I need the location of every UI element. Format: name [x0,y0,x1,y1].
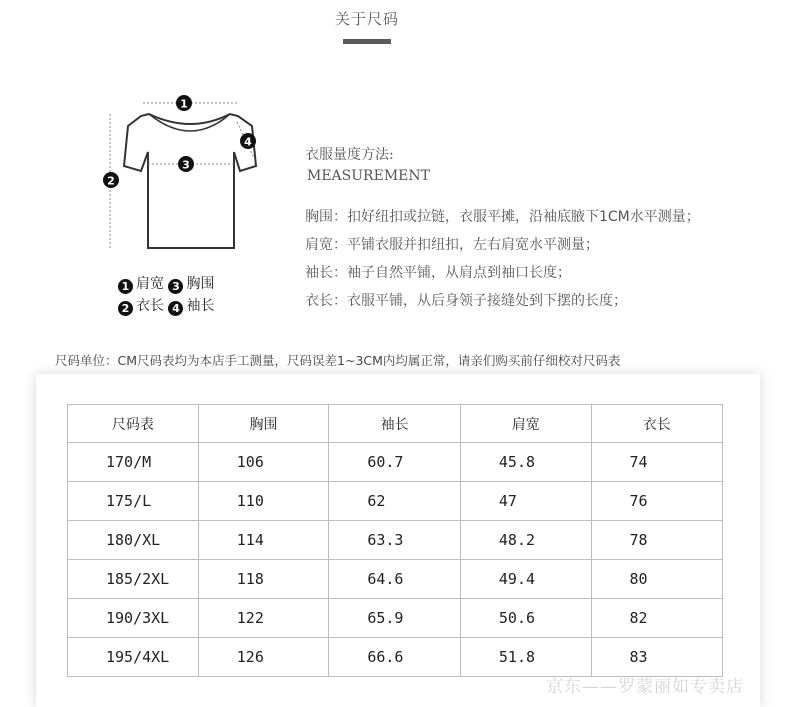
cell-sleeve: 65.9 [329,599,461,638]
legend-label: 袖长 [186,298,215,314]
cell-sleeve: 60.7 [329,443,461,482]
cell-size: 175/L [68,482,199,521]
size-unit-note: 尺码单位：CM尺码表均为本店手工测量，尺码误差1~3CM内均属正常，请亲们购买前仔细校对尺码表 [55,353,621,368]
cell-shoulder: 47 [460,482,591,521]
method-line-shoulder: 肩宽：平铺衣服并扣纽扣，左右肩宽水平测量； [305,237,599,253]
table-header-row [68,405,723,443]
legend-row-2 [118,295,214,316]
header-length: 衣长 [591,405,723,443]
cell-shoulder: 45.8 [460,443,591,482]
cell-chest: 106 [198,443,329,482]
table-row [68,560,723,599]
cell-shoulder: 49.4 [460,560,591,599]
cell-size: 170/M [68,443,199,482]
table-row [68,482,723,521]
tshirt-measurement-diagram [96,86,266,256]
cell-chest: 110 [198,482,329,521]
marker-shoulder [176,95,192,111]
cell-chest: 118 [198,560,329,599]
store-watermark: 京东——罗蒙丽如专卖店 [546,677,744,697]
table-row [68,443,723,482]
page-title: 关于尺码 [334,10,399,28]
method-subheading: MEASUREMENT [307,168,430,184]
cell-length: 82 [591,599,723,638]
table-row [68,521,723,560]
cell-chest: 114 [198,521,329,560]
cell-length: 83 [591,638,723,677]
cell-shoulder: 50.6 [460,599,591,638]
svg-text:2: 2 [107,174,115,188]
cell-size: 190/3XL [68,599,199,638]
cell-chest: 122 [198,599,329,638]
header-shoulder: 肩宽 [460,405,591,443]
cell-sleeve: 66.6 [329,638,461,677]
method-heading: 衣服量度方法: [305,147,394,163]
legend-number: 2 [118,301,133,316]
method-line-length: 衣长：衣服平铺，从后身领子接缝处到下摆的长度； [305,293,627,309]
cell-chest: 126 [198,638,329,677]
legend-number: 1 [118,279,133,294]
header-chest: 胸围 [198,405,329,443]
title-underline [343,39,391,44]
cell-sleeve: 63.3 [329,521,461,560]
cell-size: 180/XL [68,521,199,560]
svg-text:1: 1 [180,97,188,111]
table-row [68,599,723,638]
svg-text:4: 4 [244,135,252,149]
cell-length: 76 [591,482,723,521]
legend-label: 肩宽 [136,276,164,292]
cell-sleeve: 64.6 [329,560,461,599]
marker-length [103,172,119,188]
cell-shoulder: 51.8 [460,638,591,677]
legend-number: 3 [168,279,183,294]
cell-shoulder: 48.2 [460,521,591,560]
table-row [68,638,723,677]
cell-sleeve: 62 [329,482,461,521]
cell-size: 195/4XL [68,638,199,677]
legend-row-1 [118,273,214,294]
marker-sleeve [240,133,256,149]
cell-length: 80 [591,560,723,599]
legend-number: 4 [168,301,183,316]
method-line-chest: 胸围：扣好纽扣或拉链，衣服平摊，沿袖底腋下1CM水平测量； [305,209,700,225]
header-sleeve: 袖长 [329,405,461,443]
size-table [67,404,723,677]
svg-text:3: 3 [182,158,190,172]
marker-chest [178,156,194,172]
legend-label: 胸围 [186,276,215,292]
header-size: 尺码表 [68,405,199,443]
method-line-sleeve: 袖长：袖子自然平铺，从肩点到袖口长度； [305,265,571,281]
legend-label: 衣长 [136,298,164,314]
cell-length: 78 [591,521,723,560]
cell-length: 74 [591,443,723,482]
cell-size: 185/2XL [68,560,199,599]
